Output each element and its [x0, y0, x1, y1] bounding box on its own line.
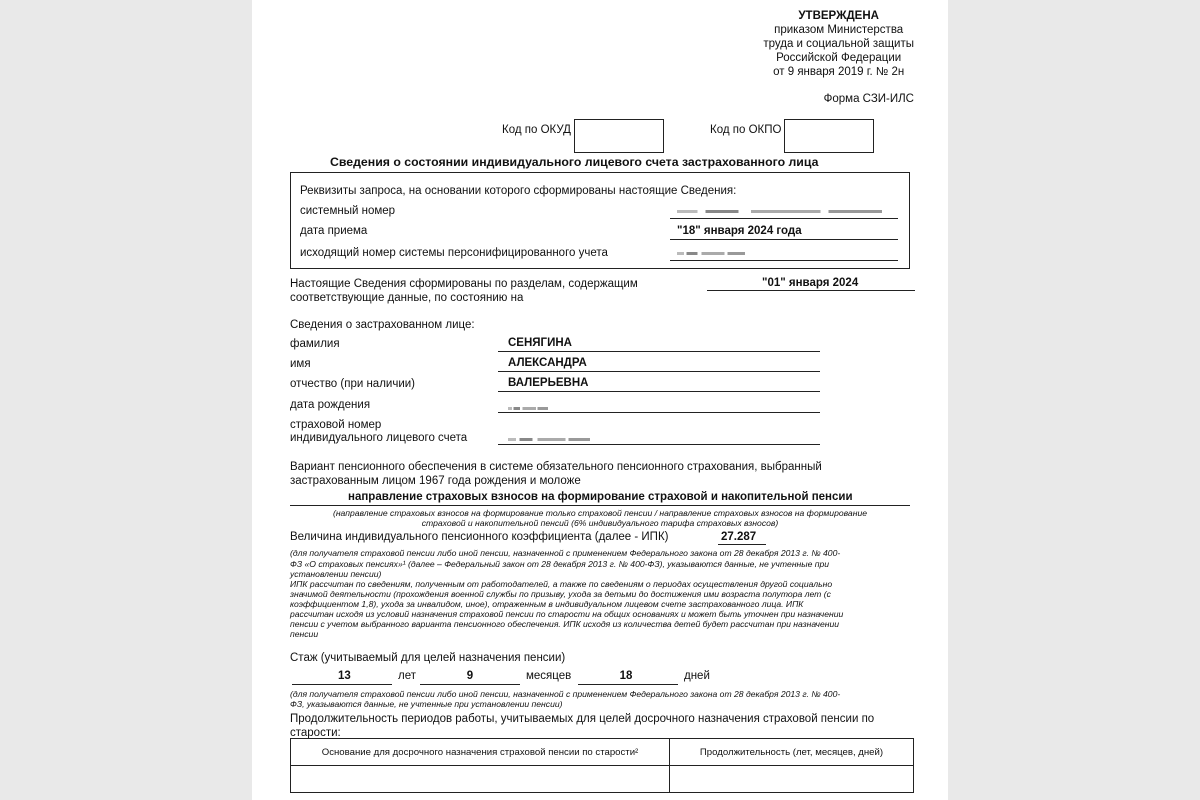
early-heading: старости:: [290, 727, 341, 739]
experience-months-label: месяцев: [526, 670, 572, 682]
table-header-duration: Продолжительность (лет, месяцев, дней): [670, 739, 914, 766]
table-row: [291, 766, 914, 793]
approved-label: УТВЕРЖДЕНА: [798, 10, 879, 22]
pension-variant-text: застрахованным лицом 1967 года рождения и моложе: [290, 475, 581, 487]
okpo-label: Код по ОКПО: [710, 124, 782, 136]
pension-variant-note: (направление страховых взносов на формирование только страховой пенсии / направление страховых взносов на формирование: [332, 508, 868, 518]
okud-label: Код по ОКУД: [502, 124, 571, 136]
patronymic-line: [498, 391, 820, 392]
experience-note: (для получателя страховой пенсии либо иной пенсии, назначенной с применением Федерального закона от 28 декабря 2013 г. № 400-: [290, 689, 841, 699]
surname-label: фамилия: [290, 338, 340, 350]
document-page: [252, 0, 948, 800]
okpo-box: [784, 119, 874, 153]
name-value: АЛЕКСАНДРА: [508, 357, 587, 369]
ipk-note: коэффициентом 1,8), ухода за инвалидом, иное), отраженным в индивидуальном лицевом счете застрахованного лица. ИПК: [290, 599, 804, 609]
approval-line: Российской Федерации: [776, 52, 902, 64]
okud-box: [574, 119, 664, 153]
approval-line: от 9 января 2019 г. № 2н: [773, 66, 905, 78]
date-received-line: [670, 239, 898, 240]
table-cell: [670, 766, 914, 793]
system-number-line: [670, 218, 898, 219]
approval-line: труда и социальной защиты: [763, 38, 914, 50]
person-heading: Сведения о застрахованном лице:: [290, 319, 475, 331]
approval-line: приказом Министерства: [774, 24, 904, 36]
pension-variant-note: страховой и накопительной пенсий (6% индивидуального тарифа страховых взносов): [421, 518, 779, 528]
outgoing-number-line: [670, 260, 898, 261]
experience-years-line: [292, 684, 392, 685]
table-cell: [291, 766, 670, 793]
ipk-note: установлении пенсии): [290, 569, 382, 579]
snils-label: страховой номер: [290, 419, 382, 431]
experience-years-label: лет: [398, 670, 416, 682]
early-heading: Продолжительность периодов работы, учитываемых для целей досрочного назначения страховой пенсии по: [290, 713, 875, 725]
redacted-outgoing-number: [677, 252, 745, 255]
pension-variant-line: [290, 505, 910, 506]
system-number-label: системный номер: [300, 205, 396, 217]
name-line: [498, 371, 820, 372]
approval-stamp: [763, 9, 914, 79]
ipk-note: рассчитан исходя из условий назначения страховой пенсии по старости на общих основаниях и может быть уточнен при назначении: [290, 609, 844, 619]
request-heading: Реквизиты запроса, на основании которого сформированы настоящие Сведения:: [300, 185, 737, 197]
name-label: имя: [290, 358, 311, 370]
date-received-label: дата приема: [300, 225, 368, 237]
outgoing-number-label: исходящий номер системы персонифицированного учета: [300, 247, 608, 259]
snils-label: индивидуального лицевого счета: [290, 432, 468, 444]
redacted-snils: [508, 438, 590, 441]
ipk-note: значимой деятельности (прохождения военной службы по призыву, ухода за детьми до достижения ими возраста полутора лет (с: [290, 589, 831, 599]
date-received-value: "18" января 2024 года: [677, 225, 802, 237]
formed-text-line1: Настоящие Сведения сформированы по разделам, содержащим: [290, 278, 638, 290]
pension-variant-value: направление страховых взносов на формирование страховой и накопительной пенсии: [348, 491, 853, 503]
snils-line: [498, 444, 820, 445]
ipk-note: пенсии: [290, 629, 319, 639]
pension-variant-text: Вариант пенсионного обеспечения в системе обязательного пенсионного страхования, выбранный: [290, 461, 822, 473]
redacted-birth-date: [508, 407, 548, 410]
surname-value: СЕНЯГИНА: [508, 337, 572, 349]
early-retirement-table: [290, 738, 914, 793]
patronymic-label: отчество (при наличии): [290, 378, 416, 390]
experience-days-line: [578, 684, 678, 685]
ipk-note: (для получателя страховой пенсии либо иной пенсии, назначенной с применением Федерального закона от 28 декабря 2013 г. № 400-: [290, 548, 841, 558]
ipk-label: Величина индивидуального пенсионного коэффициента (далее - ИПК): [290, 531, 669, 543]
experience-months: 9: [466, 670, 474, 682]
experience-years: 13: [338, 670, 351, 682]
formed-text-line2: соответствующие данные, по состоянию на: [290, 292, 524, 304]
redacted-system-number: [677, 210, 882, 213]
ipk-value: 27.287: [721, 531, 757, 543]
document-title: Сведения о состоянии индивидуального лицевого счета застрахованного лица: [330, 155, 819, 169]
experience-days: 18: [619, 670, 633, 682]
experience-note: ФЗ, указываются данные, не учтенные при установлении пенсии): [290, 699, 563, 709]
patronymic-value: ВАЛЕРЬЕВНА: [508, 377, 589, 389]
ipk-value-line: [718, 544, 766, 545]
ipk-note: ИПК рассчитан по сведениям, полученным от работодателей, а также по сведениям о периодах осуществления другой социально: [290, 579, 833, 589]
formed-date-line: [707, 290, 915, 291]
ipk-note: ФЗ «О страховых пенсиях»¹ (далее – Федеральный закон от 28 декабря 2013 г. № 400-ФЗ), указываются данные, не учтенные при: [290, 559, 830, 569]
table-row: [291, 739, 914, 766]
birth-date-label: дата рождения: [290, 399, 371, 411]
table-header-basis: Основание для досрочного назначения страховой пенсии по старости²: [291, 739, 670, 766]
birth-date-line: [498, 412, 820, 413]
surname-line: [498, 351, 820, 352]
experience-days-label: дней: [684, 670, 710, 682]
experience-months-line: [420, 684, 520, 685]
form-code: Форма СЗИ-ИЛС: [823, 93, 914, 105]
experience-heading: Стаж (учитываемый для целей назначения пенсии): [290, 652, 566, 664]
ipk-note: пенсии с учетом выбранного варианта пенсионного обеспечения. ИПК исходя из количества детей будет рассчитан при назначении: [290, 619, 840, 629]
formed-date: "01" января 2024: [762, 277, 859, 289]
